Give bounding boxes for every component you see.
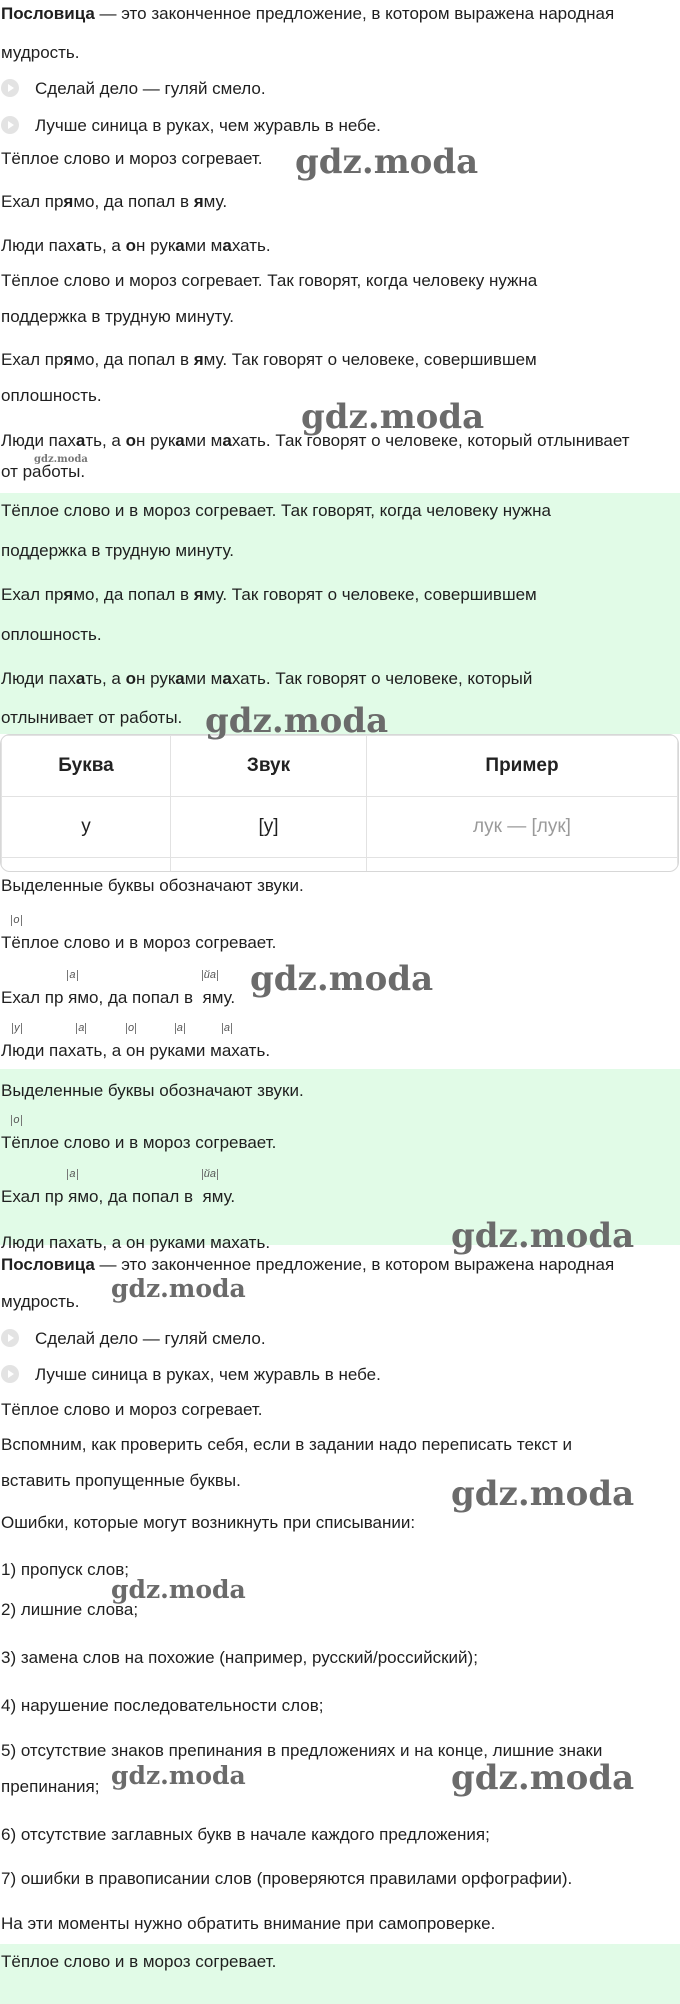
list-item: 5) отсутствие знаков препинания в предложениях и на конце, лишние знаки [1, 1741, 603, 1760]
list-item: 1) пропуск слов; [1, 1560, 129, 1579]
list-item-text: Сделай дело — гуляй смело. [35, 79, 266, 98]
watermark-logo: gdz.moda [451, 1474, 635, 1514]
table-header: Пример [367, 736, 678, 797]
play-bullet-icon [1, 79, 19, 97]
paragraph: Вспомним, как проверить себя, если в задании надо переписать текст и [1, 1435, 573, 1454]
list-item: препинания; [1, 1777, 100, 1796]
paragraph: поддержка в трудную минуту. [1, 307, 234, 326]
paragraph: отлынивает от работы. [1, 708, 183, 727]
paragraph: от работы. [1, 462, 86, 481]
list-item-text: Лучше синица в руках, чем журавль в небе. [35, 1365, 381, 1384]
play-bullet-icon [1, 1365, 19, 1383]
play-bullet-icon [1, 1329, 19, 1347]
paragraph: Люди пахать, а он руками махать. Так говорят о человеке, который [1, 669, 533, 688]
list-item [0, 1326, 680, 1352]
watermark-logo: gdz.moda [301, 397, 485, 437]
table-row [2, 858, 678, 873]
paragraph: Тёплое слово и в мороз согревает. [1, 1952, 277, 1971]
section-title: Выделенные буквы обозначают звуки. [1, 1081, 304, 1100]
paragraph: Ехал прямо, да попал в яму. Так говорят о человеке, совершившем [1, 585, 537, 604]
list-item [0, 1362, 680, 1388]
paragraph: оплошность. [1, 625, 102, 644]
table-cell: у [2, 797, 171, 858]
transcription-line: Л у юди пах а ать, а о он рук а ами м а ахать. [1, 1022, 271, 1060]
table-cell: [у] [171, 797, 367, 858]
watermark-logo: gdz.moda [34, 454, 88, 465]
list-item: 3) замена слов на похожие (например, русский/российский); [1, 1648, 478, 1667]
list-item: 7) ошибки в правописании слов (проверяются правилами орфографии). [1, 1869, 573, 1888]
paragraph: Тёплое слово и мороз согревает. Так говорят, когда человеку нужна [1, 271, 538, 290]
watermark-logo: gdz.moda [111, 1274, 246, 1303]
paragraph: Тёплое слово и в мороз согревает. Так говорят, когда человеку нужна [1, 501, 552, 520]
paragraph: Ошибки, которые могут возникнуть при списывании: [1, 1513, 416, 1532]
table-row [2, 797, 678, 858]
definition-continuation: мудрость. [1, 43, 80, 62]
table-header: Буква [2, 736, 171, 797]
watermark-logo: gdz.moda [250, 959, 434, 999]
definition-line [0, 1, 680, 27]
watermark-logo: gdz.moda [451, 1216, 635, 1256]
paragraph: Ехал прямо, да попал в яму. [1, 192, 228, 211]
paragraph: вставить пропущенные буквы. [1, 1471, 241, 1490]
section-title: Выделенные буквы обозначают звуки. [1, 876, 304, 895]
paragraph: Тёплое слово и мороз согревает. [1, 1400, 263, 1419]
list-item: 4) нарушение последовательности слов; [1, 1696, 324, 1715]
list-item [0, 76, 680, 102]
paragraph: Ехал прямо, да попал в яму. Так говорят о человеке, совершившем [1, 350, 537, 369]
paragraph: оплошность. [1, 386, 102, 405]
list-item: 6) отсутствие заглавных букв в начале каждого предложения; [1, 1825, 490, 1844]
paragraph: поддержка в трудную минуту. [1, 541, 234, 560]
watermark-logo: gdz.moda [111, 1761, 246, 1790]
watermark-logo: gdz.moda [111, 1575, 246, 1604]
letter-sound-table [0, 734, 679, 872]
transcription-line: Т о ёплое слово и в мороз согревает. [1, 1114, 277, 1152]
watermark-logo: gdz.moda [205, 701, 389, 741]
transcription-line: Т о ёплое слово и в мороз согревает. [1, 914, 277, 952]
list-item: 2) лишние слова; [1, 1600, 139, 1619]
paragraph: Тёплое слово и мороз согревает. [1, 149, 263, 168]
definition-term: Пословица [1, 1255, 95, 1274]
list-item-text: Сделай дело — гуляй смело. [35, 1329, 266, 1348]
paragraph: Люди пахать, а он руками махать. Так говорят о человеке, который отлынивает [1, 431, 630, 450]
definition-continuation: мудрость. [1, 1292, 80, 1311]
watermark-logo: gdz.moda [295, 142, 479, 182]
watermark-logo: gdz.moda [451, 1758, 635, 1798]
paragraph: На эти моменты нужно обратить внимание при самопроверке. [1, 1914, 496, 1933]
transcription-line: Ехал пр а ямо, да попал в йа яму. [1, 969, 236, 1007]
transcription-line: Ехал пр а ямо, да попал в йа яму. [1, 1168, 236, 1206]
list-item-text: Лучше синица в руках, чем журавль в небе. [35, 116, 381, 135]
paragraph: Люди пахать, а он руками махать. [1, 236, 271, 255]
definition-term: Пословица [1, 4, 95, 23]
transcription-line: Люди пахать, а он руками махать. [1, 1233, 271, 1252]
table-header: Звук [171, 736, 367, 797]
table-cell: лук — [лук] [367, 797, 678, 858]
definition-text: — это законченное предложение, в котором выражена народная [94, 1255, 615, 1274]
play-bullet-icon [1, 116, 19, 134]
definition-text: — это законченное предложение, в котором выражена народная [94, 4, 615, 23]
